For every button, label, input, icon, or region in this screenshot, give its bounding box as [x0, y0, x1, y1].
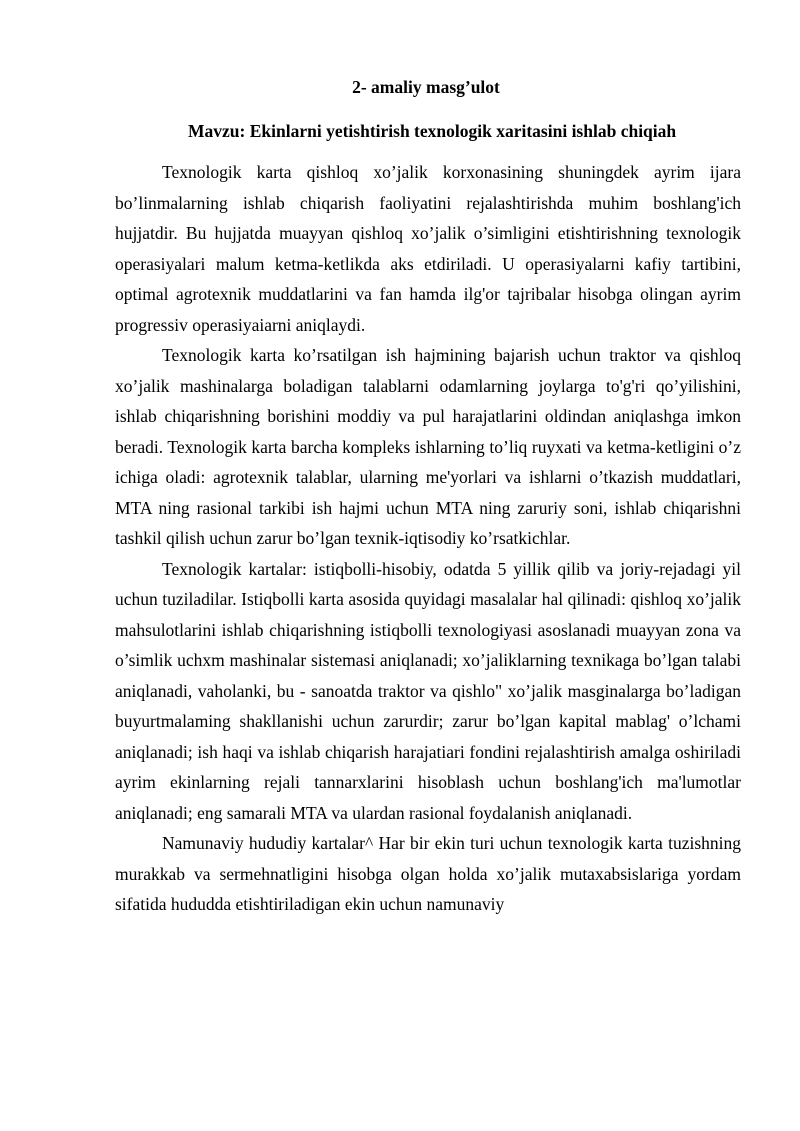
body-text	[115, 157, 741, 920]
paragraph-2: Texnologik karta ko’rsatilgan ish hajmining bajarish uchun traktor va qishloq xo’jalik mashinalarga boladigan talablarni odamlarning joylarga to'g'ri qo’yilishini, ishlab chiqarishning borishini moddiy va pul harajatlarini oldindan aniqlashga imkon beradi. Texnologik karta barcha kompleks ishlarning to’liq ruyxati va ketma-ketligini o’z ichiga oladi: agrotexnik talablar, ularning me'yorlari va ishlarni o’tkazish muddatlari, MTA ning rasional tarkibi ish hajmi uchun MTA ning zaruriy soni, ishlab chiqarishni tashkil qilish uchun zarur bo’lgan texnik-iqtisodiy ko’rsatkichlar.	[115, 345, 741, 548]
paragraph-1: Texnologik karta qishloq xo’jalik korxonasining shuningdek ayrim ijara bo’linmalarning ishlab chiqarish faoliyatini rejalashtirishda muhim boshlang'ich hujjatdir. Bu hujjatda muayyan qishloq xo’jalik o’simligini etishtirishning texnologik operasiyalari malum ketma-ketlikda aks etdiriladi. U operasiyalarni kafiy tartibini, optimal agrotexnik muddatlarini va fan hamda ilg'or tajribalar hisobga olingan ayrim progressiv operasiyaiarni aniqlaydi.	[115, 162, 741, 335]
paragraph-4: Namunaviy hududiy kartalar^ Har bir ekin turi uchun texnologik karta tuzishning murakkab va sermehnatligini hisobga olgan holda xo’jalik mutaxabsislariga yordam sifatida hududda etishtiriladigan ekin uchun namunaviy	[115, 833, 741, 914]
paragraph-3: Texnologik kartalar: istiqbolli-hisobiy, odatda 5 yillik qilib va joriy-rejadagi yil uchun tuziladilar. Istiqbolli karta asosida quyidagi masalalar hal qilinadi: qishloq xo’jalik mahsulotlarini ishlab chiqarishning istiqbolli texnologiyasi asoslanadi muayyan zona va o’simlik uchxm mashinalar sistemasi aniqlanadi; xo’jaliklarning texnikaga bo’lgan talabi aniqlanadi, vaholanki, bu - sanoatda traktor va qishlo" xo’jalik masginalarga bo’ladigan buyurtmalaming shakllanishi uchun zarurdir; zarur bo’lgan kapital mablag' o’lchami aniqlanadi; ish haqi va ishlab chiqarish harajatiari fondini rejalashtirish amalga oshiriladi ayrim ekinlarning rejali tannarxlarini hisoblash uchun boshlang'ich ma'lumotlar aniqlanadi; eng samarali MTA va ulardan rasional foydalanish aniqlanadi.	[115, 558, 741, 823]
topic-heading: Mavzu: Ekinlarni yetishtirish texnologik xaritasini ishlab chiqiah	[188, 121, 677, 141]
page-title: 2- amaliy masg’ulot	[352, 77, 500, 97]
